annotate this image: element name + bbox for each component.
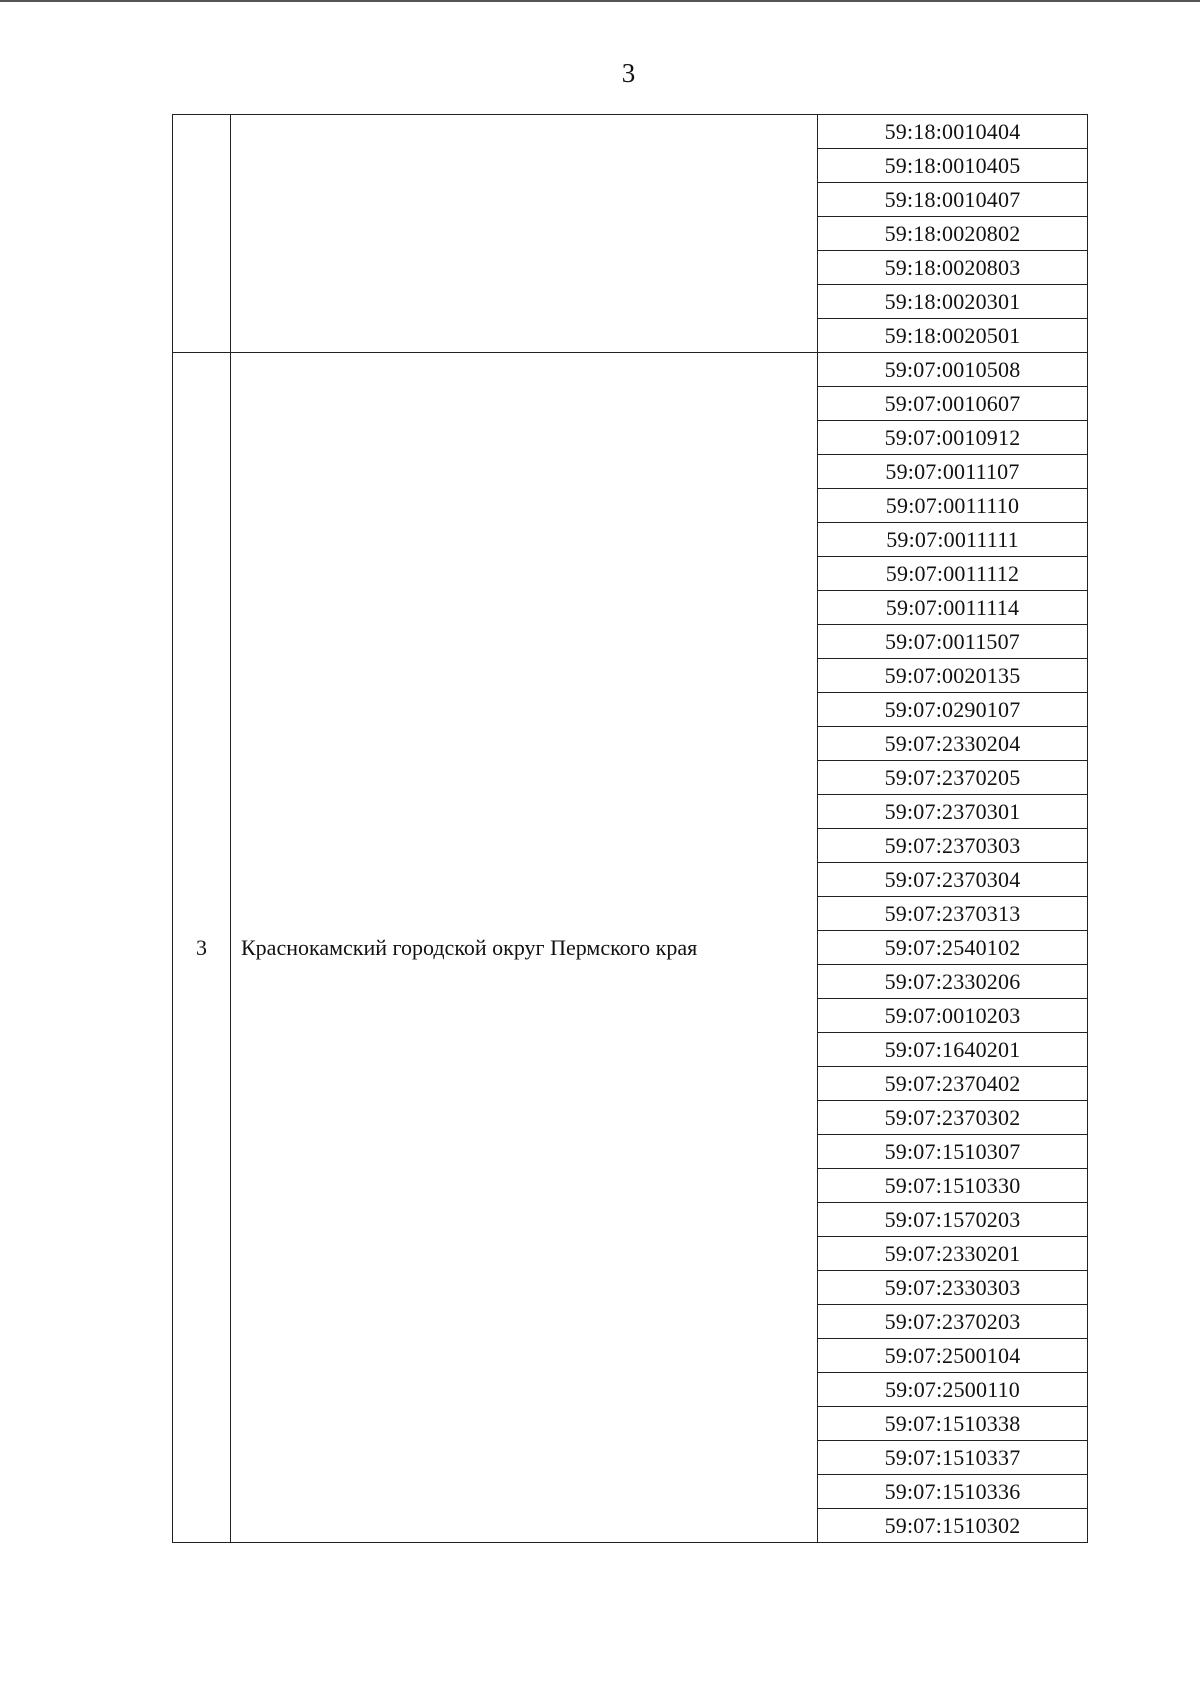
cadastral-code-cell: 59:07:2330201: [818, 1237, 1088, 1271]
page-number: 3: [621, 58, 636, 88]
cadastral-code-cell: 59:18:0020501: [818, 319, 1088, 353]
cadastral-code-cell: 59:07:0290107: [818, 693, 1088, 727]
cadastral-code-cell: 59:07:2370304: [818, 863, 1088, 897]
cadastral-code-cell: 59:07:0010607: [818, 387, 1088, 421]
cadastral-code-cell: 59:07:0020135: [818, 659, 1088, 693]
cadastral-code-cell: 59:07:2370301: [818, 795, 1088, 829]
cadastral-code-cell: 59:07:0010203: [818, 999, 1088, 1033]
cadastral-code-cell: 59:07:2370402: [818, 1067, 1088, 1101]
continued-group-name-cell: [231, 115, 818, 353]
cadastral-code-cell: 59:07:2330303: [818, 1271, 1088, 1305]
cadastral-code-cell: 59:07:2330204: [818, 727, 1088, 761]
cadastral-code-cell: 59:07:2370205: [818, 761, 1088, 795]
cadastral-code-cell: 59:07:0011112: [818, 557, 1088, 591]
cadastral-code-cell: 59:07:0011114: [818, 591, 1088, 625]
cadastral-code-cell: 59:18:0020301: [818, 285, 1088, 319]
cadastral-code-cell: 59:07:2540102: [818, 931, 1088, 965]
cadastral-code-cell: 59:07:2370303: [818, 829, 1088, 863]
cadastral-code-cell: 59:07:2500104: [818, 1339, 1088, 1373]
cadastral-code-cell: 59:07:0010508: [818, 353, 1088, 387]
cadastral-code-cell: 59:07:2370313: [818, 897, 1088, 931]
table-row: [173, 353, 1088, 387]
cadastral-code-cell: 59:07:1510302: [818, 1509, 1088, 1543]
cadastral-code-cell: 59:07:0011111: [818, 523, 1088, 557]
cadastral-code-cell: 59:07:0011507: [818, 625, 1088, 659]
cadastral-table: [172, 114, 1088, 1543]
group-3-number-cell: 3: [173, 353, 231, 1543]
cadastral-code-cell: 59:07:0010912: [818, 421, 1088, 455]
cadastral-code-cell: 59:07:0011107: [818, 455, 1088, 489]
table-row: [173, 115, 1088, 149]
cadastral-table-body: [173, 115, 1088, 1543]
cadastral-code-cell: 59:18:0020803: [818, 251, 1088, 285]
cadastral-code-cell: 59:07:1510337: [818, 1441, 1088, 1475]
cadastral-code-cell: 59:07:1510307: [818, 1135, 1088, 1169]
cadastral-code-cell: 59:07:2370203: [818, 1305, 1088, 1339]
cadastral-code-cell: 59:07:1510330: [818, 1169, 1088, 1203]
cadastral-code-cell: 59:07:2330206: [818, 965, 1088, 999]
cadastral-code-cell: 59:07:2500110: [818, 1373, 1088, 1407]
continued-group-number-cell: [173, 115, 231, 353]
page-top-border: [0, 0, 1200, 2]
cadastral-code-cell: 59:07:1570203: [818, 1203, 1088, 1237]
cadastral-code-cell: 59:07:1510336: [818, 1475, 1088, 1509]
cadastral-code-cell: 59:18:0010407: [818, 183, 1088, 217]
group-3-name-cell: Краснокамский городской округ Пермского края: [231, 353, 818, 1543]
cadastral-code-cell: 59:18:0010404: [818, 115, 1088, 149]
cadastral-code-cell: 59:07:0011110: [818, 489, 1088, 523]
cadastral-code-cell: 59:18:0020802: [818, 217, 1088, 251]
cadastral-code-cell: 59:07:1640201: [818, 1033, 1088, 1067]
cadastral-code-cell: 59:18:0010405: [818, 149, 1088, 183]
cadastral-code-cell: 59:07:2370302: [818, 1101, 1088, 1135]
cadastral-code-cell: 59:07:1510338: [818, 1407, 1088, 1441]
